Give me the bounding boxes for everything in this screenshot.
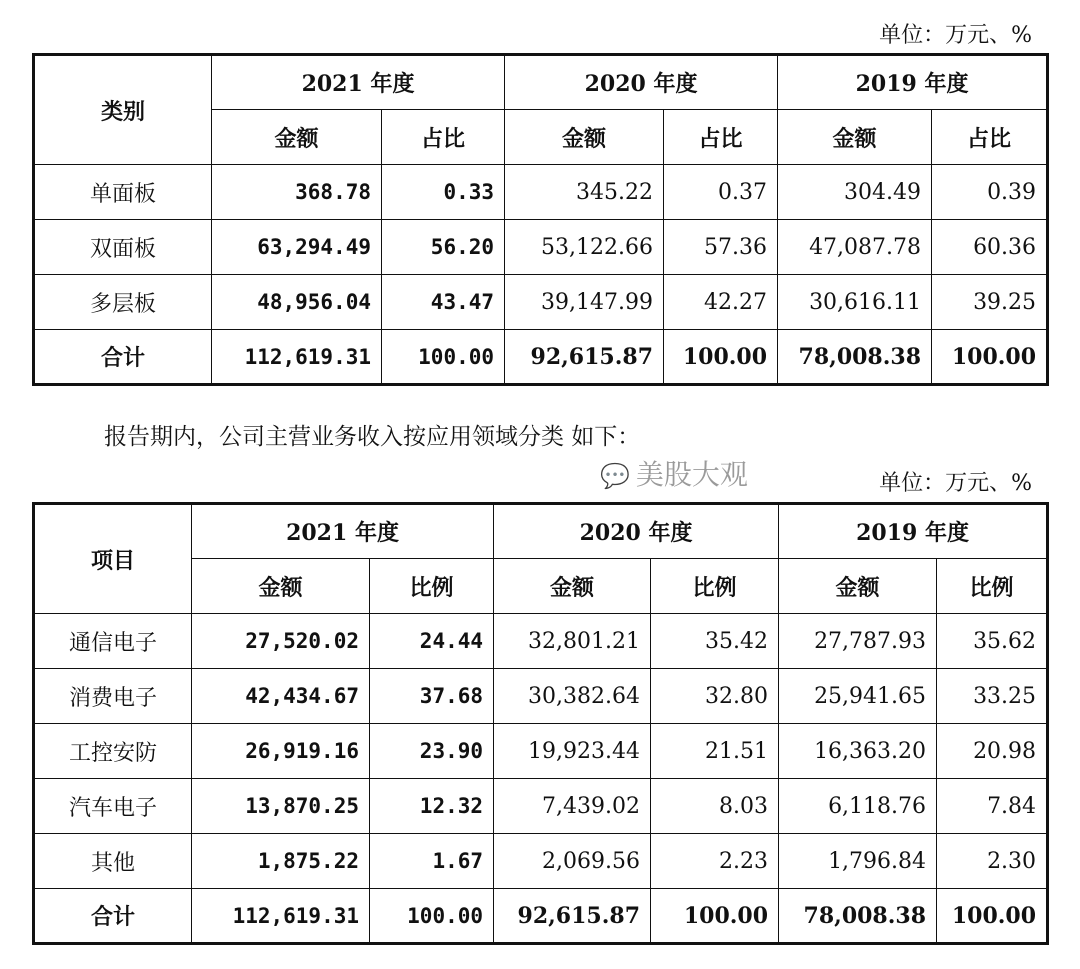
row-label: 合计	[34, 330, 212, 385]
amount-cell: 16,363.20	[779, 724, 937, 779]
watermark-text: 美股大观	[635, 458, 748, 491]
table-row	[34, 669, 1048, 724]
header-ratio: 占比	[932, 110, 1048, 165]
amount-cell: 112,619.31	[212, 330, 382, 385]
table-row	[34, 724, 1048, 779]
header-ratio: 占比	[382, 110, 505, 165]
header-item: 项目	[34, 504, 192, 614]
amount-cell: 47,087.78	[778, 220, 932, 275]
amount-cell: 42,434.67	[192, 669, 370, 724]
ratio-cell: 100.00	[651, 889, 779, 944]
amount-cell: 304.49	[778, 165, 932, 220]
amount-cell: 30,382.64	[494, 669, 651, 724]
ratio-cell: 57.36	[664, 220, 778, 275]
row-label: 其他	[34, 834, 192, 889]
ratio-cell: 33.25	[937, 669, 1048, 724]
row-label: 多层板	[34, 275, 212, 330]
amount-cell: 26,919.16	[192, 724, 370, 779]
header-ratio: 比例	[370, 559, 494, 614]
table-row	[34, 165, 1048, 220]
table-row	[34, 220, 1048, 275]
ratio-cell: 100.00	[664, 330, 778, 385]
header-year: 2019 年度	[778, 55, 1048, 110]
amount-cell: 63,294.49	[212, 220, 382, 275]
header-year: 2021 年度	[212, 55, 505, 110]
amount-cell: 368.78	[212, 165, 382, 220]
total-row	[34, 330, 1048, 385]
amount-cell: 1,796.84	[779, 834, 937, 889]
ratio-cell: 37.68	[370, 669, 494, 724]
ratio-cell: 100.00	[382, 330, 505, 385]
table-row	[34, 834, 1048, 889]
ratio-cell: 0.33	[382, 165, 505, 220]
ratio-cell: 35.62	[937, 614, 1048, 669]
ratio-cell: 60.36	[932, 220, 1048, 275]
amount-cell: 78,008.38	[779, 889, 937, 944]
header-year: 2019 年度	[779, 504, 1048, 559]
amount-cell: 30,616.11	[778, 275, 932, 330]
header-amount: 金额	[779, 559, 937, 614]
header-amount: 金额	[494, 559, 651, 614]
row-label: 单面板	[34, 165, 212, 220]
header-year: 2021 年度	[192, 504, 494, 559]
row-label: 合计	[34, 889, 192, 944]
amount-cell: 19,923.44	[494, 724, 651, 779]
amount-cell: 32,801.21	[494, 614, 651, 669]
ratio-cell: 12.32	[370, 779, 494, 834]
header-category: 类别	[34, 55, 212, 165]
header-amount: 金额	[212, 110, 382, 165]
ratio-cell: 8.03	[651, 779, 779, 834]
amount-cell: 2,069.56	[494, 834, 651, 889]
table-by-category	[32, 53, 1049, 386]
ratio-cell: 24.44	[370, 614, 494, 669]
ratio-cell: 100.00	[937, 889, 1048, 944]
amount-cell: 53,122.66	[505, 220, 664, 275]
header-amount: 金额	[505, 110, 664, 165]
header-year: 2020 年度	[505, 55, 778, 110]
unit-label-2: 单位：万元、%	[879, 471, 1032, 496]
amount-cell: 92,615.87	[494, 889, 651, 944]
amount-cell: 25,941.65	[779, 669, 937, 724]
ratio-cell: 32.80	[651, 669, 779, 724]
amount-cell: 27,787.93	[779, 614, 937, 669]
table-row	[34, 614, 1048, 669]
row-label: 消费电子	[34, 669, 192, 724]
ratio-cell: 21.51	[651, 724, 779, 779]
ratio-cell: 35.42	[651, 614, 779, 669]
header-ratio: 占比	[664, 110, 778, 165]
ratio-cell: 0.39	[932, 165, 1048, 220]
ratio-cell: 20.98	[937, 724, 1048, 779]
table-row	[34, 275, 1048, 330]
ratio-cell: 7.84	[937, 779, 1048, 834]
wechat-icon: 💬	[600, 462, 630, 490]
paragraph: 报告期内，公司主营业务收入按应用领域分类 如下：	[104, 424, 641, 450]
amount-cell: 1,875.22	[192, 834, 370, 889]
ratio-cell: 100.00	[932, 330, 1048, 385]
amount-cell: 48,956.04	[212, 275, 382, 330]
amount-cell: 78,008.38	[778, 330, 932, 385]
row-label: 通信电子	[34, 614, 192, 669]
ratio-cell: 2.23	[651, 834, 779, 889]
amount-cell: 345.22	[505, 165, 664, 220]
amount-cell: 6,118.76	[779, 779, 937, 834]
amount-cell: 112,619.31	[192, 889, 370, 944]
amount-cell: 39,147.99	[505, 275, 664, 330]
ratio-cell: 43.47	[382, 275, 505, 330]
ratio-cell: 42.27	[664, 275, 778, 330]
header-ratio: 比例	[937, 559, 1048, 614]
total-row	[34, 889, 1048, 944]
watermark	[600, 458, 748, 493]
header-year: 2020 年度	[494, 504, 779, 559]
ratio-cell: 0.37	[664, 165, 778, 220]
ratio-cell: 1.67	[370, 834, 494, 889]
ratio-cell: 2.30	[937, 834, 1048, 889]
ratio-cell: 56.20	[382, 220, 505, 275]
amount-cell: 13,870.25	[192, 779, 370, 834]
header-ratio: 比例	[651, 559, 779, 614]
row-label: 双面板	[34, 220, 212, 275]
table-by-application	[32, 502, 1049, 945]
ratio-cell: 39.25	[932, 275, 1048, 330]
header-amount: 金额	[778, 110, 932, 165]
unit-label-1: 单位：万元、%	[879, 23, 1032, 48]
amount-cell: 7,439.02	[494, 779, 651, 834]
ratio-cell: 23.90	[370, 724, 494, 779]
amount-cell: 92,615.87	[505, 330, 664, 385]
header-amount: 金额	[192, 559, 370, 614]
ratio-cell: 100.00	[370, 889, 494, 944]
table-row	[34, 779, 1048, 834]
row-label: 汽车电子	[34, 779, 192, 834]
amount-cell: 27,520.02	[192, 614, 370, 669]
row-label: 工控安防	[34, 724, 192, 779]
